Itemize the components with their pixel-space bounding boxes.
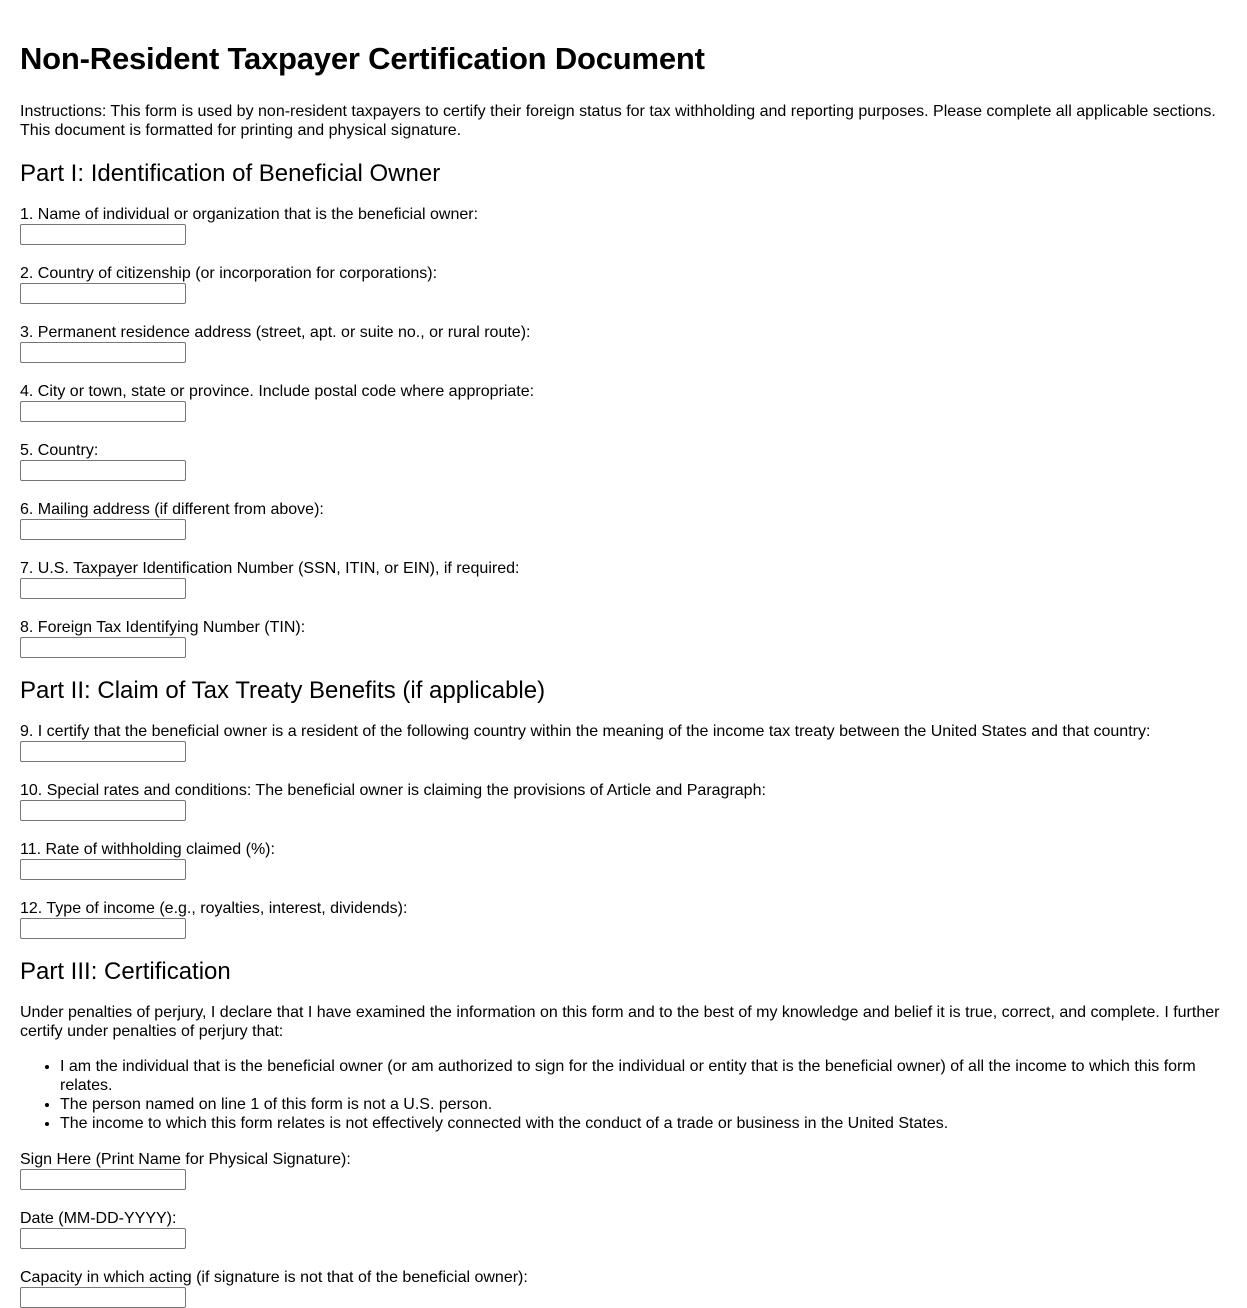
income-type-input[interactable]: [20, 918, 186, 939]
part1-title: Part I: Identification of Beneficial Owner: [20, 160, 441, 187]
city-state-input[interactable]: [20, 401, 186, 422]
field-date: [20, 1209, 1227, 1249]
field-income-type: [20, 899, 1227, 939]
part2-title: Part II: Claim of Tax Treaty Benefits (if applicable): [20, 677, 546, 704]
field-label: 5. Country:: [20, 442, 99, 459]
withholding-rate-input[interactable]: [20, 859, 186, 880]
field-label: 8. Foreign Tax Identifying Number (TIN):: [20, 619, 306, 636]
certification-list: [20, 1057, 1227, 1133]
field-signature: [20, 1150, 1227, 1190]
field-label: 7. U.S. Taxpayer Identification Number (SSN, ITIN, or EIN), if required:: [20, 560, 520, 577]
part3-title: Part III: Certification: [20, 958, 231, 985]
list-item: • The income to which this form relates is not effectively connected with the conduct of a trade or business in the United States.: [60, 1114, 1227, 1133]
capacity-input[interactable]: [20, 1287, 186, 1308]
instructions-text: Instructions: This form is used by non-resident taxpayers to certify their foreign status for tax withholding and reporting purposes. Please complete all applicable sections. This document is formatted for printing and physical signature.: [20, 103, 1216, 139]
field-foreign-tin: [20, 618, 1227, 658]
field-label: Date (MM-DD-YYYY):: [20, 1210, 177, 1227]
field-mailing-address: [20, 500, 1227, 540]
field-capacity: [20, 1268, 1227, 1308]
country-citizenship-input[interactable]: [20, 283, 186, 304]
field-label: Sign Here (Print Name for Physical Signature):: [20, 1151, 351, 1168]
field-label: 1. Name of individual or organization that is the beneficial owner:: [20, 206, 479, 223]
foreign-tin-input[interactable]: [20, 637, 186, 658]
treaty-country-input[interactable]: [20, 741, 186, 762]
field-label: 2. Country of citizenship (or incorporation for corporations):: [20, 265, 438, 282]
field-permanent-address: [20, 323, 1227, 363]
certification-statement: Under penalties of perjury, I declare that I have examined the information on this form and to the best of my knowledge and belief it is true, correct, and complete. I further certify under penalties of perjury that:: [20, 1004, 1220, 1040]
country-input[interactable]: [20, 460, 186, 481]
beneficial-owner-name-input[interactable]: [20, 224, 186, 245]
part1-section: [20, 160, 1227, 658]
field-treaty-country: [20, 722, 1227, 762]
field-country: [20, 441, 1227, 481]
permanent-address-input[interactable]: [20, 342, 186, 363]
field-city-state: [20, 382, 1227, 422]
page-title: Non-Resident Taxpayer Certification Document: [20, 41, 705, 76]
part3-section: [20, 958, 1227, 1308]
field-label: 3. Permanent residence address (street, apt. or suite no., or rural route):: [20, 324, 531, 341]
field-label: Capacity in which acting (if signature is not that of the beneficial owner):: [20, 1269, 528, 1286]
field-label: 11. Rate of withholding claimed (%):: [20, 841, 275, 858]
field-label: 12. Type of income (e.g., royalties, interest, dividends):: [20, 900, 408, 917]
field-label: 9. I certify that the beneficial owner is a resident of the following country within the meaning of the income tax treaty between the United States and that country:: [20, 723, 1151, 740]
field-country-citizenship: [20, 264, 1227, 304]
mailing-address-input[interactable]: [20, 519, 186, 540]
list-item: • I am the individual that is the beneficial owner (or am authorized to sign for the individual or entity that is the beneficial owner) of all the income to which this form relates.: [60, 1057, 1227, 1095]
field-special-rates: [20, 781, 1227, 821]
field-beneficial-owner-name: [20, 205, 1227, 245]
field-label: 4. City or town, state or province. Include postal code where appropriate:: [20, 383, 535, 400]
field-us-tin: [20, 559, 1227, 599]
field-label: 10. Special rates and conditions: The beneficial owner is claiming the provisions of Article and Paragraph:: [20, 782, 766, 799]
part2-section: [20, 677, 1227, 939]
field-withholding-rate: [20, 840, 1227, 880]
special-rates-input[interactable]: [20, 800, 186, 821]
signature-name-input[interactable]: [20, 1169, 186, 1190]
us-tin-input[interactable]: [20, 578, 186, 599]
list-item: • The person named on line 1 of this form is not a U.S. person.: [60, 1095, 1227, 1114]
field-label: 6. Mailing address (if different from above):: [20, 501, 324, 518]
date-input[interactable]: [20, 1228, 186, 1249]
